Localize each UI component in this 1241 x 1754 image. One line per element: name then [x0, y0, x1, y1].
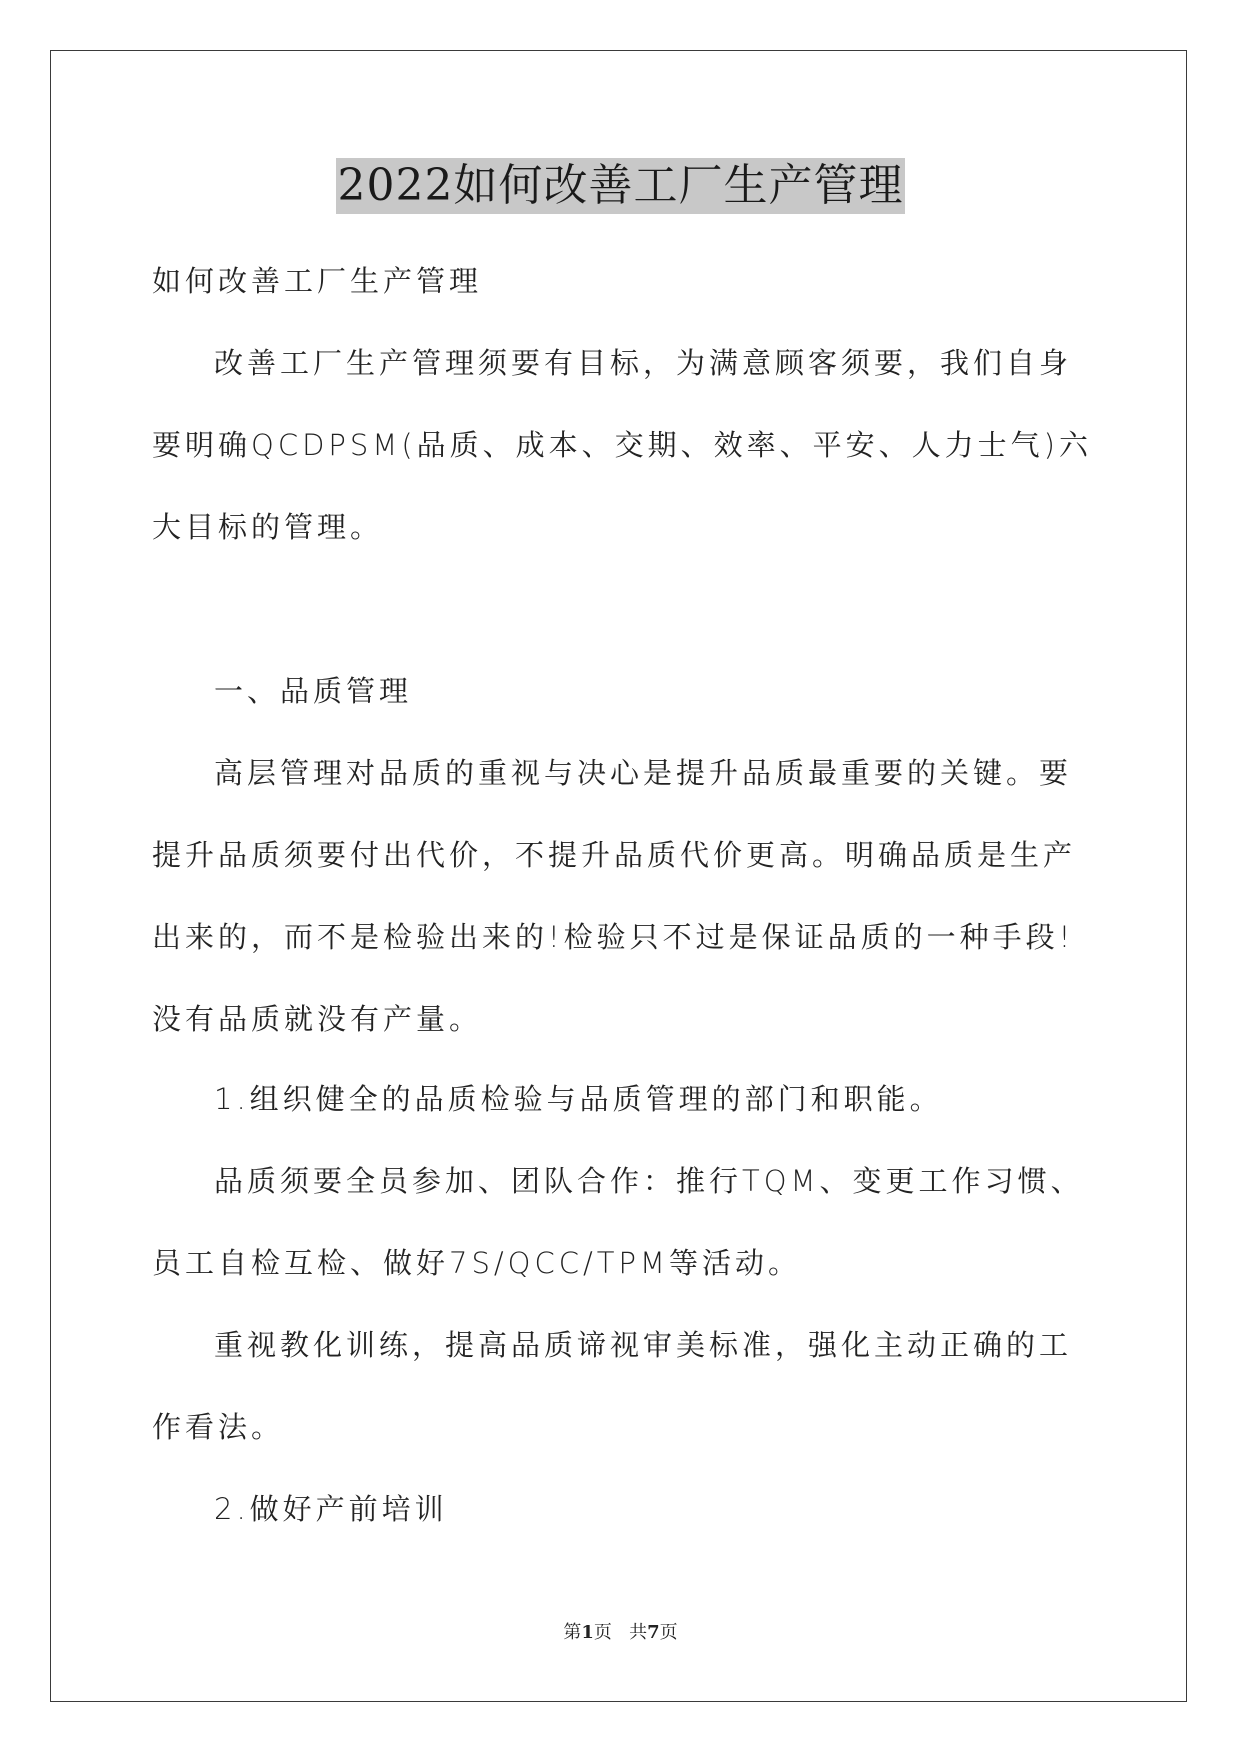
paragraph-intro: 改善工厂生产管理须要有目标，为满意顾客须要，我们自身要明确QCDPSM(品质、成本、交期、效率、平安、人力士气)六大目标的管理。 [152, 346, 1092, 544]
page-footer [0, 1618, 1241, 1644]
paragraph-subtitle: 如何改善工厂生产管理 [152, 264, 483, 298]
section-heading-quality: 一、品质管理 [214, 674, 413, 708]
title-text: 2022如何改善工厂生产管理 [336, 158, 906, 214]
paragraph-training: 重视教化训练，提高品质谛视审美标准，强化主动正确的工作看法。 [152, 1328, 1073, 1444]
footer-page-suffix: 页 [593, 1622, 612, 1643]
footer-total-prefix: 共 [629, 1622, 648, 1643]
paragraph-quality-participation: 品质须要全员参加、团队合作：推行TQM、变更工作习惯、员工自检互检、做好7S/QCC/TPM等活动。 [152, 1164, 1084, 1280]
paragraph-quality-importance: 高层管理对品质的重视与决心是提升品质最重要的关键。要提升品质须要付出代价，不提升品质代价更高。明确品质是生产出来的，而不是检验出来的!检验只不过是保证品质的一种手段!没有品质就没有产量。 [152, 756, 1077, 1036]
document-title [0, 158, 1241, 214]
footer-page-number: 1 [581, 1622, 594, 1643]
footer-total-suffix: 页 [659, 1622, 678, 1643]
paragraph-item-1: 1.组织健全的品质检验与品质管理的部门和职能。 [214, 1082, 943, 1116]
footer-total-pages: 7 [647, 1622, 660, 1643]
paragraph-item-2: 2.做好产前培训 [214, 1492, 448, 1526]
footer-prefix: 第 [563, 1622, 582, 1643]
